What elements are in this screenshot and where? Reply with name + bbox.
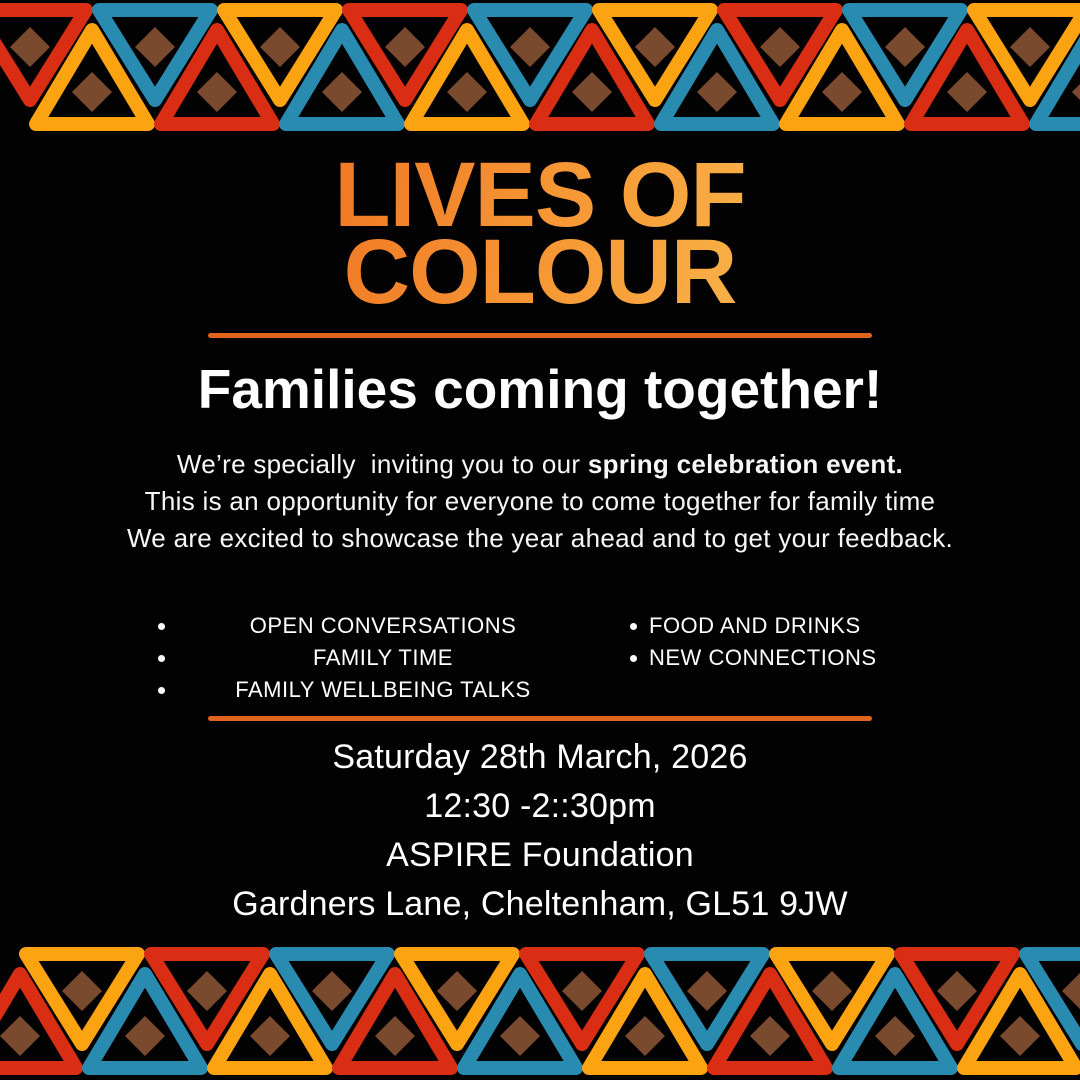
bullet-dot <box>630 623 637 630</box>
feature-item: OPEN CONVERSATIONS <box>150 610 616 642</box>
intro-line-3: We are excited to showcase the year ahead and to get your feedback. <box>126 523 954 553</box>
tribal-triangle-border-top <box>0 0 1080 136</box>
event-time: 12:30 -2::30pm <box>424 787 656 825</box>
feature-item: FOOD AND DRINKS <box>630 610 877 642</box>
intro-line-1: We’re specially inviting you to our spring celebration event. <box>176 449 904 479</box>
section-divider <box>208 716 872 721</box>
event-venue: ASPIRE Foundation <box>386 836 694 874</box>
bullet-dot <box>630 655 637 662</box>
title-underline <box>208 333 872 338</box>
feature-item: FAMILY WELLBEING TALKS <box>150 674 616 706</box>
event-address: Gardners Lane, Cheltenham, GL51 9JW <box>232 885 848 923</box>
feature-item: NEW CONNECTIONS <box>630 642 877 674</box>
intro-paragraph <box>0 446 1080 557</box>
event-date: Saturday 28th March, 2026 <box>332 738 748 776</box>
brand-title <box>0 144 1080 323</box>
intro-line-2: This is an opportunity for everyone to come together for family time <box>144 486 936 516</box>
event-heading: Families coming together! <box>197 358 883 420</box>
bullet-dot <box>158 687 165 694</box>
features-list-right <box>630 610 877 706</box>
event-details <box>0 733 1080 929</box>
features-lists <box>150 610 930 706</box>
brand-title-line2: COLOUR <box>343 221 737 323</box>
bullet-dot <box>158 655 165 662</box>
bullet-dot <box>158 623 165 630</box>
brand-title-line1: LIVES OF <box>334 144 746 246</box>
tribal-triangle-border-bottom <box>0 944 1080 1080</box>
feature-item: FAMILY TIME <box>150 642 616 674</box>
features-list-left <box>150 610 616 706</box>
